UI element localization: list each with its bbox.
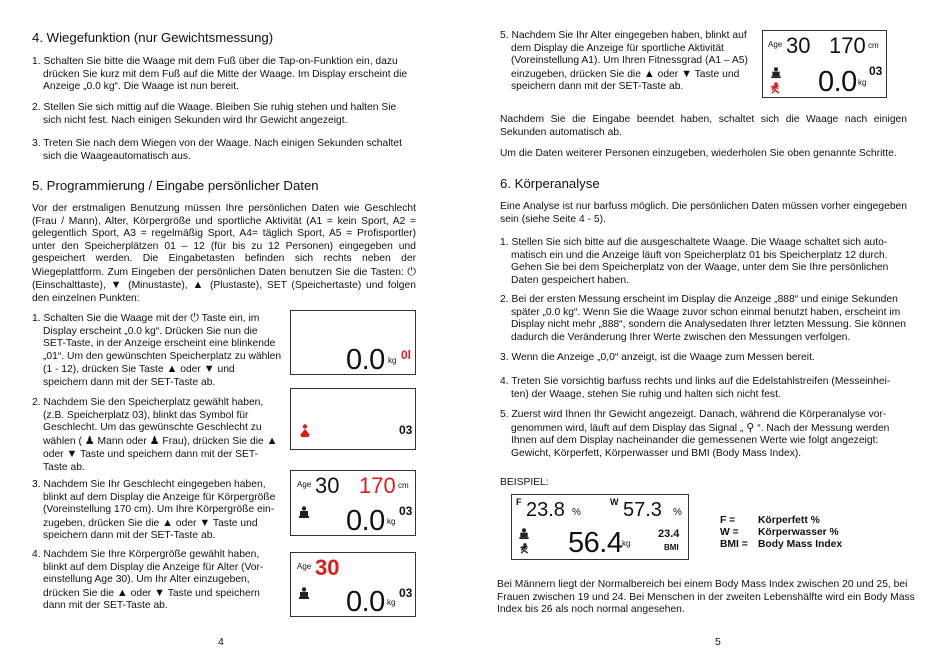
step-2-text-d: oder: [43, 449, 64, 461]
legend-key: BMI =: [720, 539, 748, 550]
arrow-up-icon: ▲: [116, 586, 128, 599]
s5-intro: [32, 203, 416, 305]
arrow-up-icon: ▲: [166, 363, 178, 376]
display-fat-unit: %: [572, 507, 581, 518]
display-age-label: Age: [297, 562, 312, 571]
closing-text: Bei Männern liegt der Normalbereich bei einem Body Mass Index zwischen 20 und 25, bei Frauen zwischen 19 und 24. Bei Menschen in der zweiten Lebenshälfte wird ein Body Mass Index bis 26 als noch normal angesehen.: [497, 579, 915, 616]
s6-item-5-text-b: “. Nach der Messung werden Ihnen auf dem Display nacheinander die gemessenen Werte wie folgt angezeigt: Gewicht, Körperfett, Körperwasser und BMI (Body Mass Index).: [511, 422, 890, 459]
step-4: [32, 549, 282, 613]
step-2: [32, 397, 282, 474]
s5-intro-minus: (Minustaste),: [128, 280, 188, 292]
section-6-title: 6. Körperanalyse: [500, 176, 600, 191]
s4-item-2: 2. Stellen Sie sich mittig auf die Waage. Bleiben Sie ruhig stehen und halten Sie sich nicht fest. Nach einigen Sekunden wird Ihr Gewicht angezeigt.: [32, 102, 397, 126]
step-1-text-c: oder: [180, 364, 201, 376]
display-weight: 0.0: [346, 344, 385, 376]
step-5-text-b: oder: [657, 68, 679, 80]
step-5-text-c: Taste und speichern dann mit der SET-Taste ab.: [511, 68, 740, 93]
arrow-down-icon: ▼: [154, 586, 165, 599]
display-height: 170: [359, 473, 396, 498]
s5-intro-text: Vor der erstmaligen Benutzung müssen Ihre persönlichen Daten wie Geschlecht (Frau / Mann), Alter, Körpergröße und sportliche Aktivität (A1 = kein Sport, A2 = gelegentlich Sport, A3 = regelmäßig Sport, A4= täglich Sport, A5 = Profisportler) unter den Speicherplätzen 01 – 12 (für bis zu 12 Personen) eingegeben und gespeichert werden. Die Eingabetasten befinden sich rechts neben der Wiegeplattform. Zum Eingeben der persönlichen Daten benutzen Sie die Tasten:: [32, 203, 416, 278]
display-example: [511, 494, 689, 560]
display-water-label: W: [610, 497, 619, 507]
s4-item-3: 3. Treten Sie nach dem Wiegen von der Waage. Nach einigen Sekunden schaltet sich die Waageautomatisch aus.: [32, 138, 402, 162]
s6-item-5: [500, 409, 908, 460]
display-height-unit: cm: [398, 481, 409, 490]
runner-icon: [769, 82, 782, 94]
step-5-text-a: 5. Nachdem Sie Ihr Alter eingegeben haben, blinkt auf dem Display die Anzeige für sportliche Aktivität (Voreinstellung A1). Um Ihren Fitnessgrad (A1 – A5) einzugeben, drücken Sie die: [500, 30, 748, 80]
step-1-text-a: 1. Schalten Sie die Waage mit der: [32, 313, 188, 324]
display-age: 30: [315, 555, 340, 580]
display-age: 30: [786, 33, 811, 58]
display-unit: kg: [622, 539, 631, 548]
step-2-text-b: Mann oder: [97, 435, 147, 447]
legend-key: W =: [720, 527, 739, 538]
display-slot: 03: [399, 586, 413, 600]
display-weight: 0.0: [346, 586, 385, 618]
display-unit: kg: [387, 598, 396, 607]
legend-row: [720, 539, 842, 551]
legend-row: [720, 527, 842, 539]
example-legend: [720, 515, 842, 551]
s5-intro-power: (Einschalttaste),: [32, 280, 106, 292]
step-3: [32, 479, 282, 543]
power-icon: ⏻: [407, 265, 416, 278]
s6-item-5-text-a: 5. Zuerst wird Ihnen Ihr Gewicht angezeigt. Danach, während die Körperanalyse vor-genommen wird, läuft auf dem Display das Signal „: [500, 409, 887, 434]
arrow-down-icon: ▼: [199, 516, 211, 529]
legend-value: Body Mass Index: [758, 539, 843, 550]
step-3-text-b: oder: [175, 517, 197, 529]
arrow-up-icon: ▲: [192, 279, 206, 292]
display-age-label: Age: [297, 480, 312, 489]
display-bmi-label: BMI: [664, 543, 679, 552]
arrow-up-icon: ▲: [643, 67, 655, 80]
page-number: 5: [715, 636, 721, 648]
display-step-4: [290, 552, 416, 617]
legend-row: [720, 515, 842, 527]
step-1-text-d: und speichern dann mit der SET-Taste ab.: [43, 364, 235, 388]
display-height: 170: [829, 33, 866, 58]
step-4-text-b: oder: [130, 587, 152, 599]
display-slot: 03: [399, 423, 413, 437]
display-step-5: [762, 30, 887, 98]
s6-item-3: 3. Wenn die Anzeige „0,0“ anzeigt, ist die Waage zum Messen bereit.: [500, 352, 815, 363]
s6-item-2: 2. Bei der ersten Messung erscheint im Display die Anzeige „888“ und einige Sekunden später „0.0 kg“. Wenn Sie die Waage zuvor schon einmal benutzt haben, erscheint im Display nicht mehr „888“, sondern die Analysedaten Ihrer letzten Messung. Sie können dadurch die Veränderung Ihrer Werte zwischen den Messungen verfolgen.: [500, 294, 906, 343]
display-water: 57.3: [623, 499, 662, 521]
male-icon: [298, 506, 310, 519]
legend-value: Körperwasser %: [758, 527, 839, 538]
step-4-text-c: Taste und speichern dann mit der SET-Taste ab.: [43, 587, 260, 612]
analysis-signal-icon: ⚲: [746, 421, 755, 434]
display-height-unit: cm: [868, 41, 879, 50]
step-2-text-e: Taste und speichern dann mit der SET-Taste ab.: [43, 449, 259, 473]
legend-value: Körperfett %: [758, 515, 820, 526]
display-weight: 56.4: [568, 527, 623, 559]
female-icon: ♟: [149, 434, 160, 447]
display-bmi: 23.4: [658, 528, 680, 540]
runner-icon: [518, 543, 531, 554]
display-slot: 0l: [401, 348, 412, 362]
display-slot: 03: [399, 504, 413, 518]
step-1: [32, 312, 282, 389]
step-2-text-c: Frau), drücken Sie die: [162, 435, 264, 447]
display-age-label: Age: [768, 40, 783, 49]
step-2-text-a: 2. Nachdem Sie den Speicherplatz gewählt haben, (z.B. Speicherplatz 03), blinkt das Symbol für Geschlecht. Um das gewünschte Geschlecht zu wählen (: [32, 397, 264, 447]
s6-item-1: 1. Stellen Sie sich bitte auf die ausgeschaltete Waage. Die Waage schaltet sich auto-matisch ein und die Anzeige läuft von Speicherplatz 01 bis Speicherplatz 12 durch. Gehen Sie bei dem Speicherplatz von der Waage, unter dem Sie Ihre persönlichen Daten gespeichert haben.: [500, 237, 889, 286]
s6-item-4: 4. Treten Sie vorsichtig barfuss rechts und links auf die Edelstahlstreifen (Messeinhei-ten) der Waage, stehen Sie ruhig und halten sich nicht fest.: [500, 376, 891, 400]
example-label: BEISPIEL:: [500, 477, 549, 488]
male-icon: [518, 528, 530, 540]
s5-intro-plus: (Plustaste), SET (Speichertaste) und folgen den einzelnen Punkten:: [32, 280, 416, 304]
section-4-title: 4. Wiegefunktion (nur Gewichtsmessung): [32, 30, 274, 45]
page-number: 4: [218, 636, 224, 648]
step-4-text-a: 4. Nachdem Sie Ihre Körpergröße gewählt haben, blinkt auf dem Display die Anzeige für Alter (Vor-einstellung Age 30). Um Ihr Alter einzugeben, drücken Sie die: [32, 549, 264, 599]
display-water-unit: %: [673, 507, 682, 518]
display-step-1: [290, 310, 416, 375]
display-unit: kg: [858, 78, 867, 87]
after-input-text: Nachdem Sie die Eingabe beendet haben, schaltet sich die Waage nach einigen Sekunden automatisch ab.: [500, 114, 907, 138]
display-unit: kg: [387, 517, 396, 526]
step-3-text-a: 3. Nachdem Sie Ihr Geschlecht eingegeben haben, blinkt auf dem Display die Anzeige für Körpergröße (Voreinstellung 170 cm). Um Ihre Körpergröße ein-zugeben, drücken Sie die: [32, 479, 276, 529]
display-unit: kg: [388, 356, 397, 365]
step-1-text-b: Taste ein, im Display erscheint „0.0 kg“. Drücken Sie nun die SET-Taste, in der Anzeige erscheint eine blinkende „01“. Um den gewünschten Speicherplatz zu wählen (1 - 12), drücken Sie Taste: [43, 313, 282, 376]
power-icon: ⏻: [190, 312, 199, 324]
arrow-down-icon: ▼: [203, 363, 215, 376]
arrow-down-icon: ▼: [681, 67, 692, 80]
step-3-text-c: Taste und speichern dann mit der SET-Taste ab.: [43, 517, 258, 542]
arrow-up-icon: ▲: [162, 516, 173, 529]
display-fat-label: F: [516, 497, 522, 507]
section-5-title: 5. Programmierung / Eingabe persönlicher Daten: [32, 178, 319, 193]
arrow-down-icon: ▼: [66, 448, 78, 461]
arrow-up-icon: ▲: [266, 434, 278, 447]
display-step-3: [290, 470, 416, 536]
s4-item-1: 1. Schalten Sie bitte die Waage mit dem Fuß über die Tap-on-Funktion ein, dazu drücken Sie kurz mit dem Fuß auf die Mitte der Waage. Im Display erscheint die Anzeige „0.0 kg“. Die Waage ist nun bereit.: [32, 56, 408, 93]
display-weight: 0.0: [818, 66, 857, 98]
display-fat: 23.8: [526, 499, 565, 521]
s6-intro: Eine Analyse ist nur barfuss möglich. Die persönlichen Daten müssen vorher eingegeben sein (siehe Seite 4 - 5).: [500, 201, 907, 225]
arrow-down-icon: ▼: [110, 279, 124, 292]
female-icon: [299, 424, 311, 438]
male-icon: ♟: [84, 434, 95, 447]
display-weight: 0.0: [346, 505, 385, 537]
display-age: 30: [315, 473, 340, 498]
male-icon: [298, 587, 310, 600]
display-step-2: [290, 388, 416, 450]
repeat-text: Um die Daten weiterer Personen einzugeben, wiederholen Sie oben genannte Schritte.: [500, 148, 897, 159]
display-slot: 03: [869, 64, 883, 78]
legend-key: F =: [720, 515, 736, 526]
page-right: [475, 0, 950, 659]
step-5: [500, 30, 758, 94]
male-icon: [770, 67, 782, 79]
